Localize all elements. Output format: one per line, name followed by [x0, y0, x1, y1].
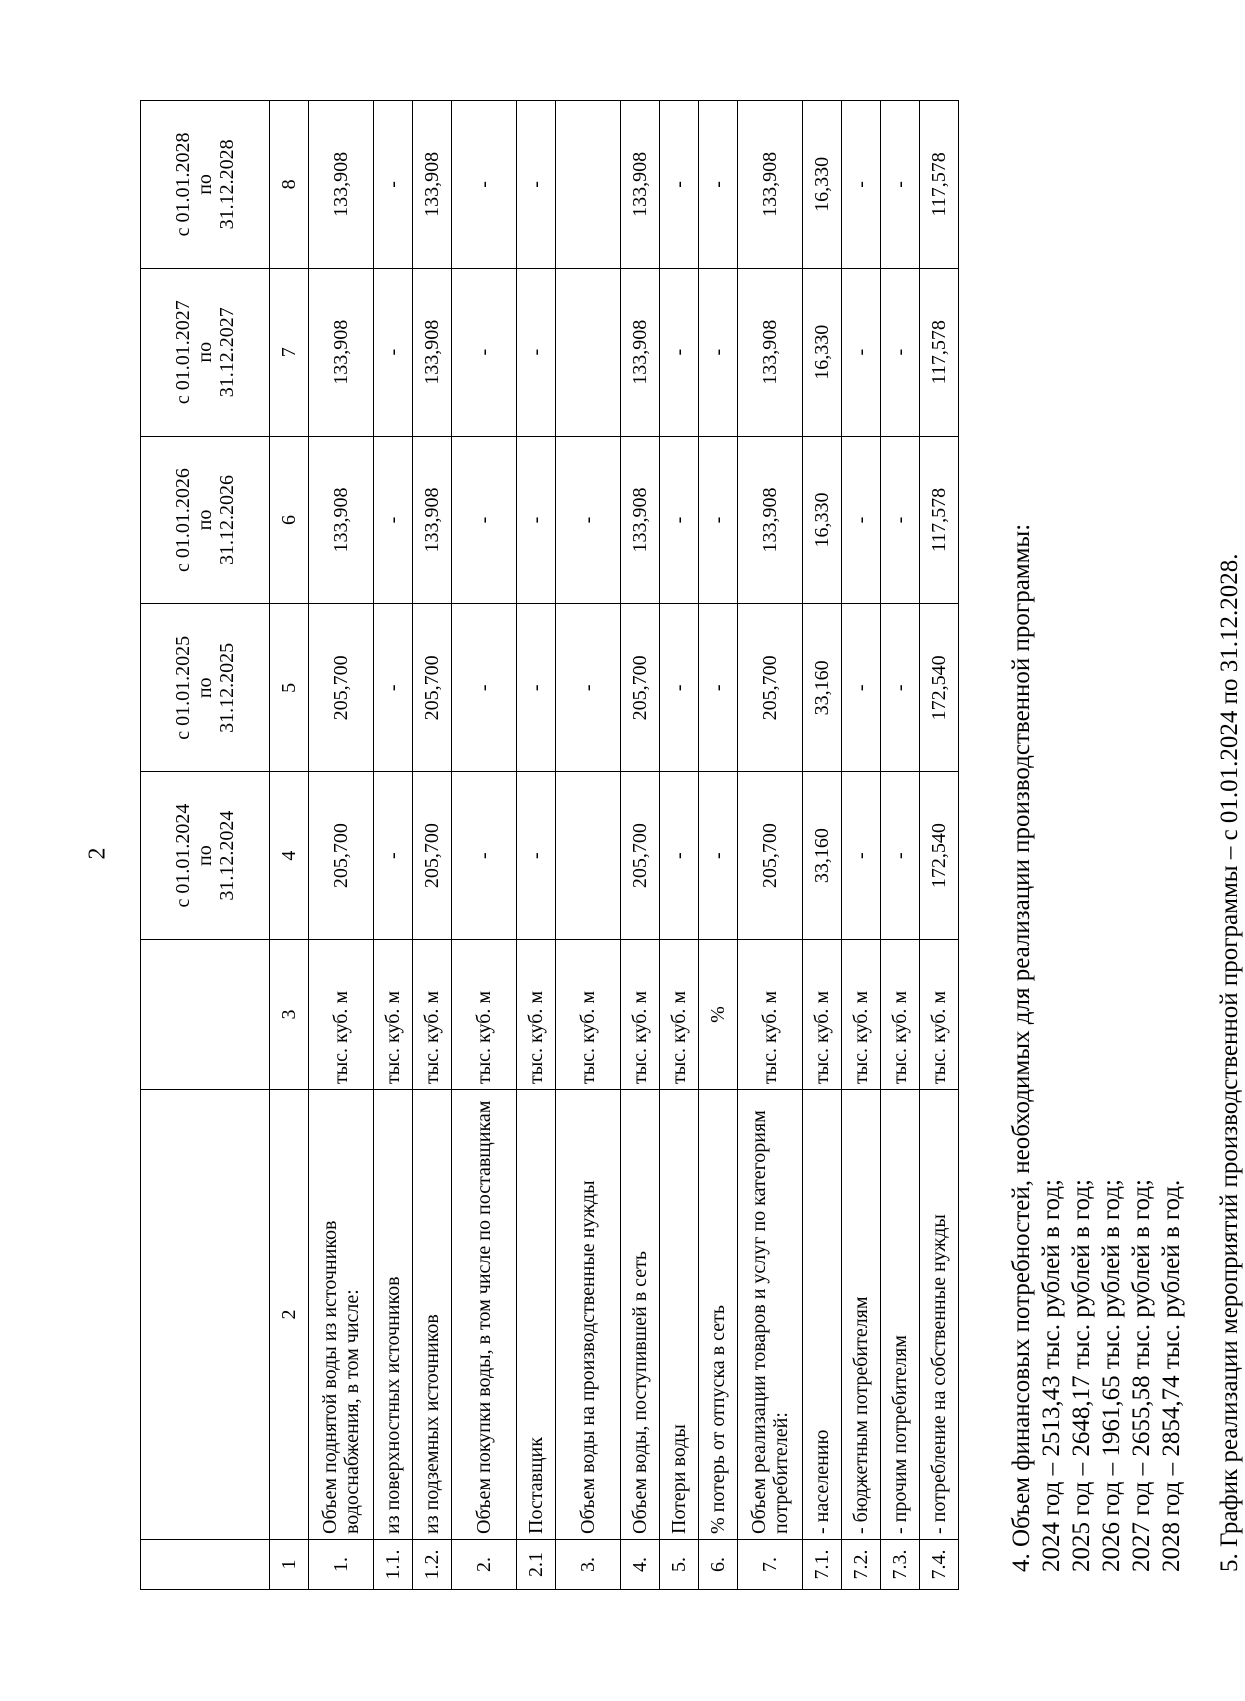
- row-unit: тыс. куб. м: [517, 940, 556, 1090]
- table-row: [556, 101, 621, 1590]
- financial-line: 2026 год – 1961,65 тыс. рублей в год;: [1098, 1179, 1125, 1572]
- row-value: -: [699, 604, 738, 772]
- row-unit: тыс. куб. м: [374, 940, 413, 1090]
- row-value: 117,578: [920, 268, 959, 436]
- column-index: 3: [270, 940, 309, 1090]
- header-cell-empty: [141, 940, 270, 1090]
- row-number: 2.1: [517, 1540, 556, 1590]
- table-row: [374, 101, 413, 1590]
- row-unit: тыс. куб. м: [842, 940, 881, 1090]
- row-unit: тыс. куб. м: [660, 940, 699, 1090]
- table-header-row: [141, 101, 270, 1590]
- row-number: 7.3.: [881, 1540, 920, 1590]
- row-value: -: [699, 268, 738, 436]
- row-value: 205,700: [413, 604, 452, 772]
- row-value: -: [517, 101, 556, 269]
- row-value: -: [517, 772, 556, 940]
- row-value: 133,908: [621, 101, 660, 269]
- header-cell-empty: [141, 1540, 270, 1590]
- row-value: [556, 101, 621, 269]
- row-number: 1.1.: [374, 1540, 413, 1590]
- header-cell-empty: [141, 1090, 270, 1540]
- row-value: 205,700: [738, 772, 803, 940]
- table-row: [660, 101, 699, 1590]
- row-number: 4.: [621, 1540, 660, 1590]
- row-name: Поставщик: [517, 1090, 556, 1540]
- row-number: 5.: [660, 1540, 699, 1590]
- row-number: 3.: [556, 1540, 621, 1590]
- row-unit: тыс. куб. м: [413, 940, 452, 1090]
- row-value: -: [699, 772, 738, 940]
- column-index: 7: [270, 268, 309, 436]
- table-row: [842, 101, 881, 1590]
- row-value: -: [842, 268, 881, 436]
- header-period-2025: с 01.01.2025 по 31.12.2025: [141, 604, 270, 772]
- row-value: -: [842, 436, 881, 604]
- row-unit: тыс. куб. м: [803, 940, 842, 1090]
- column-index: 5: [270, 604, 309, 772]
- row-unit: тыс. куб. м: [309, 940, 374, 1090]
- row-number: 2.: [452, 1540, 517, 1590]
- row-value: -: [881, 436, 920, 604]
- column-index: 1: [270, 1540, 309, 1590]
- row-value: -: [452, 604, 517, 772]
- row-value: -: [517, 604, 556, 772]
- row-value: [556, 268, 621, 436]
- row-unit: тыс. куб. м: [881, 940, 920, 1090]
- row-value: -: [660, 772, 699, 940]
- financial-needs-section: [1007, 100, 1245, 1590]
- row-value: 133,908: [309, 101, 374, 269]
- row-value: 205,700: [309, 772, 374, 940]
- table-row: [452, 101, 517, 1590]
- row-value: -: [881, 604, 920, 772]
- financial-line: 2028 год – 2854,74 тыс. рублей в год.: [1158, 1179, 1185, 1572]
- section4-heading: 4. Объем финансовых потребностей, необходимых для реализации производственной программы:: [1008, 523, 1035, 1572]
- row-name: Потери воды: [660, 1090, 699, 1540]
- column-index-row: [270, 101, 309, 1590]
- table-row: [517, 101, 556, 1590]
- row-name: - прочим потребителям: [881, 1090, 920, 1540]
- row-value: 133,908: [621, 268, 660, 436]
- header-period-2027: с 01.01.2027 по 31.12.2027: [141, 268, 270, 436]
- row-value: [556, 772, 621, 940]
- table-row: [881, 101, 920, 1590]
- row-value: -: [660, 436, 699, 604]
- table-row: [309, 101, 374, 1590]
- schedule-section: 5. График реализации мероприятий производственной программы – с 01.01.2024 по 31.12.2028.: [1216, 553, 1243, 1572]
- row-value: 172,540: [920, 772, 959, 940]
- row-unit: тыс. куб. м: [920, 940, 959, 1090]
- row-value: -: [452, 268, 517, 436]
- row-number: 7.2.: [842, 1540, 881, 1590]
- row-name: - потребление на собственные нужды: [920, 1090, 959, 1540]
- row-value: 205,700: [621, 772, 660, 940]
- row-value: -: [374, 772, 413, 940]
- row-unit: %: [699, 940, 738, 1090]
- row-value: 33,160: [803, 604, 842, 772]
- row-value: 133,908: [309, 268, 374, 436]
- table-row: [621, 101, 660, 1590]
- row-value: 117,578: [920, 101, 959, 269]
- row-value: -: [556, 436, 621, 604]
- header-period-2028: с 01.01.2028 по 31.12.2028: [141, 101, 270, 269]
- header-period-2026: с 01.01.2026 по 31.12.2026: [141, 436, 270, 604]
- row-value: -: [374, 268, 413, 436]
- row-unit: тыс. куб. м: [556, 940, 621, 1090]
- row-value: 133,908: [413, 101, 452, 269]
- row-name: Объем поднятой воды из источников водоснабжения, в том числе:: [309, 1090, 374, 1540]
- row-value: -: [452, 101, 517, 269]
- row-value: -: [374, 101, 413, 269]
- row-unit: тыс. куб. м: [621, 940, 660, 1090]
- row-value: 133,908: [738, 436, 803, 604]
- row-value: 133,908: [413, 436, 452, 604]
- row-name: из поверхностных источников: [374, 1090, 413, 1540]
- row-value: 16,330: [803, 268, 842, 436]
- page-number: 2: [84, 847, 111, 860]
- table-row: [920, 101, 959, 1590]
- row-number: 1.2.: [413, 1540, 452, 1590]
- row-value: -: [699, 436, 738, 604]
- rotated-content: [140, 100, 1245, 1590]
- column-index: 2: [270, 1090, 309, 1540]
- row-value: -: [452, 772, 517, 940]
- row-value: 33,160: [803, 772, 842, 940]
- row-number: 7.4.: [920, 1540, 959, 1590]
- row-value: -: [660, 604, 699, 772]
- table-row: [738, 101, 803, 1590]
- row-name: Объем реализации товаров и услуг по категориям потребителей:: [738, 1090, 803, 1540]
- row-value: 117,578: [920, 436, 959, 604]
- row-name: % потерь от отпуска в сеть: [699, 1090, 738, 1540]
- row-value: -: [881, 268, 920, 436]
- column-index: 8: [270, 101, 309, 269]
- row-value: 205,700: [738, 604, 803, 772]
- row-value: -: [881, 101, 920, 269]
- row-number: 1.: [309, 1540, 374, 1590]
- row-value: 133,908: [738, 101, 803, 269]
- row-value: 205,700: [413, 772, 452, 940]
- row-unit: тыс. куб. м: [452, 940, 517, 1090]
- row-number: 6.: [699, 1540, 738, 1590]
- row-value: -: [842, 772, 881, 940]
- row-value: 205,700: [621, 604, 660, 772]
- row-name: Объем покупки воды, в том числе по поставщикам: [452, 1090, 517, 1540]
- row-name: - населению: [803, 1090, 842, 1540]
- column-index: 4: [270, 772, 309, 940]
- row-name: из подземных источников: [413, 1090, 452, 1540]
- row-value: 133,908: [413, 268, 452, 436]
- table-row: [699, 101, 738, 1590]
- row-value: 172,540: [920, 604, 959, 772]
- column-index: 6: [270, 436, 309, 604]
- row-name: Объем воды на производственные нужды: [556, 1090, 621, 1540]
- row-value: -: [374, 436, 413, 604]
- row-value: -: [517, 268, 556, 436]
- row-number: 7.1.: [803, 1540, 842, 1590]
- financial-line: 2024 год – 2513,43 тыс. рублей в год;: [1038, 1179, 1065, 1572]
- row-value: -: [660, 268, 699, 436]
- row-value: -: [556, 604, 621, 772]
- row-value: -: [660, 101, 699, 269]
- row-unit: тыс. куб. м: [738, 940, 803, 1090]
- row-name: Объем воды, поступившей в сеть: [621, 1090, 660, 1540]
- row-value: -: [842, 101, 881, 269]
- row-value: 133,908: [309, 436, 374, 604]
- production-program-table: [140, 100, 959, 1590]
- row-value: 133,908: [738, 268, 803, 436]
- row-number: 7.: [738, 1540, 803, 1590]
- row-value: -: [517, 436, 556, 604]
- row-value: -: [881, 772, 920, 940]
- row-value: 16,330: [803, 101, 842, 269]
- financial-line: 2025 год – 2648,17 тыс. рублей в год;: [1068, 1179, 1095, 1572]
- row-value: 205,700: [309, 604, 374, 772]
- row-value: 133,908: [621, 436, 660, 604]
- row-name: - бюджетным потребителям: [842, 1090, 881, 1540]
- table-row: [803, 101, 842, 1590]
- row-value: -: [699, 101, 738, 269]
- row-value: -: [452, 436, 517, 604]
- table-row: [413, 101, 452, 1590]
- row-value: -: [374, 604, 413, 772]
- header-period-2024: с 01.01.2024 по 31.12.2024: [141, 772, 270, 940]
- financial-line: 2027 год – 2655,58 тыс. рублей в год;: [1128, 1179, 1155, 1572]
- row-value: 16,330: [803, 436, 842, 604]
- row-value: -: [842, 604, 881, 772]
